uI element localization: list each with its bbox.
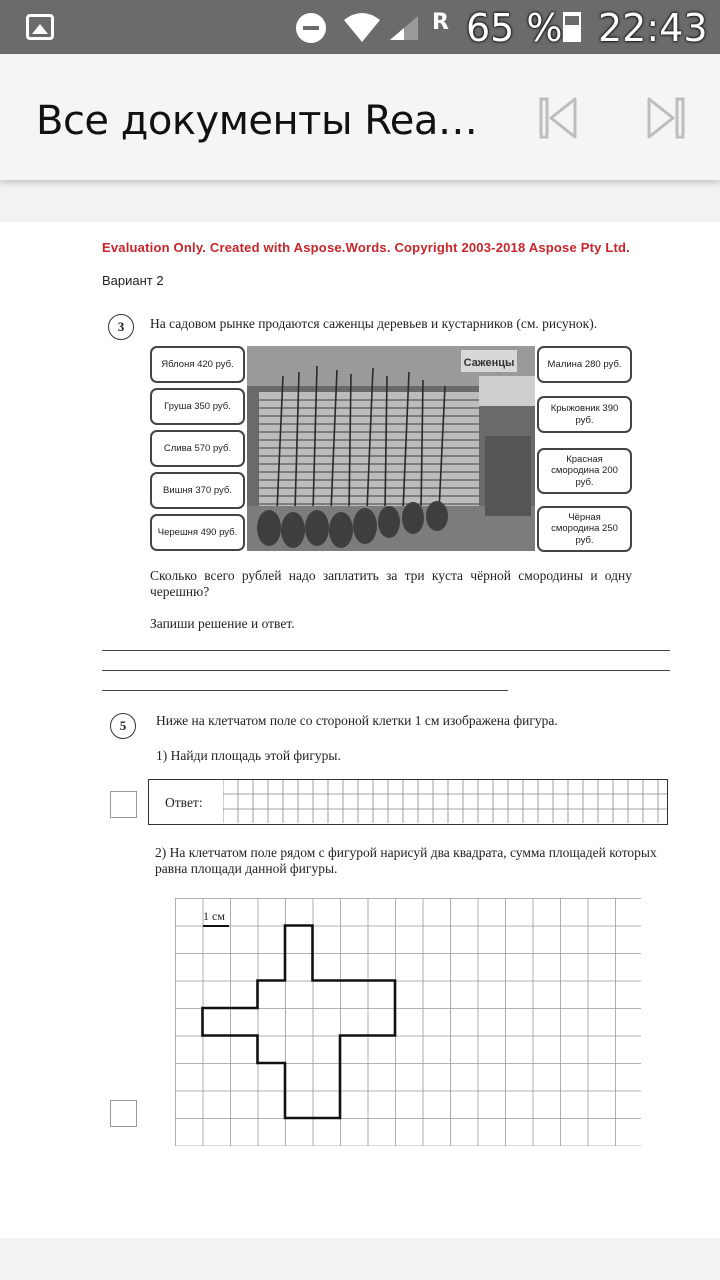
wifi-icon <box>342 10 382 44</box>
question-3-instruction: Запиши решение и ответ. <box>150 616 295 631</box>
price-tag: Яблоня 420 руб. <box>150 346 245 383</box>
scale-label: 1 см <box>203 909 225 923</box>
grading-checkbox <box>110 1100 137 1127</box>
document-content <box>0 222 720 1238</box>
app-bar <box>0 54 720 180</box>
signal-icon <box>388 14 420 40</box>
variant-label: Вариант 2 <box>102 273 164 288</box>
question-5-part-2: 2) На клетчатом поле рядом с фигурой нарисуй два квадрата, сумма площадей которых равна площади данной фигуры. <box>155 845 657 876</box>
price-tag: Вишня 370 руб. <box>150 472 245 509</box>
saplings-photo <box>247 346 535 551</box>
photo-sign: Саженцы <box>463 357 515 369</box>
roaming-indicator: R <box>432 10 449 35</box>
grading-checkbox <box>110 791 137 818</box>
document-title: Все документы Rea… <box>36 98 478 144</box>
clock: 22:43 <box>598 6 708 50</box>
answer-grid <box>223 780 667 823</box>
figure-grid <box>175 898 641 1146</box>
battery-icon <box>563 12 581 42</box>
question-3-question: Сколько всего рублей надо заплатить за три куста чёрной смородины и одну черешню? <box>150 568 632 599</box>
price-tag: Слива 570 руб. <box>150 430 245 467</box>
price-tag: Груша 350 руб. <box>150 388 245 425</box>
document-page[interactable] <box>0 222 720 1238</box>
price-tag: Крыжовник 390 руб. <box>537 396 632 433</box>
answer-line <box>102 670 670 671</box>
question-3-text: На садовом рынке продаются саженцы деревьев и кустарников (см. рисунок). <box>150 316 598 331</box>
do-not-disturb-icon <box>296 13 326 43</box>
price-tag: Чёрная смородина 250 руб. <box>537 506 632 552</box>
evaluation-notice: Evaluation Only. Created with Aspose.Words. Copyright 2003-2018 Aspose Pty Ltd. <box>102 240 630 255</box>
answer-box <box>148 779 668 825</box>
question-5-part-1: 1) Найди площадь этой фигуры. <box>156 748 341 763</box>
price-tag: Красная смородина 200 руб. <box>537 448 632 494</box>
price-tag: Черешня 490 руб. <box>150 514 245 551</box>
answer-label: Ответ: <box>165 795 203 810</box>
image-icon <box>26 14 54 40</box>
answer-line <box>102 690 508 691</box>
question-5-number: 5 <box>110 713 136 739</box>
skip-previous-icon[interactable] <box>538 96 578 140</box>
cross-figure <box>203 926 396 1119</box>
question-3-number: 3 <box>108 314 134 340</box>
skip-next-icon[interactable] <box>646 96 686 140</box>
answer-line <box>102 650 670 651</box>
question-5-text: Ниже на клетчатом поле со стороной клетки 1 см изображена фигура. <box>156 713 558 728</box>
status-bar <box>0 0 720 54</box>
battery-percentage: 65 % <box>466 6 563 50</box>
price-tag: Малина 280 руб. <box>537 346 632 383</box>
